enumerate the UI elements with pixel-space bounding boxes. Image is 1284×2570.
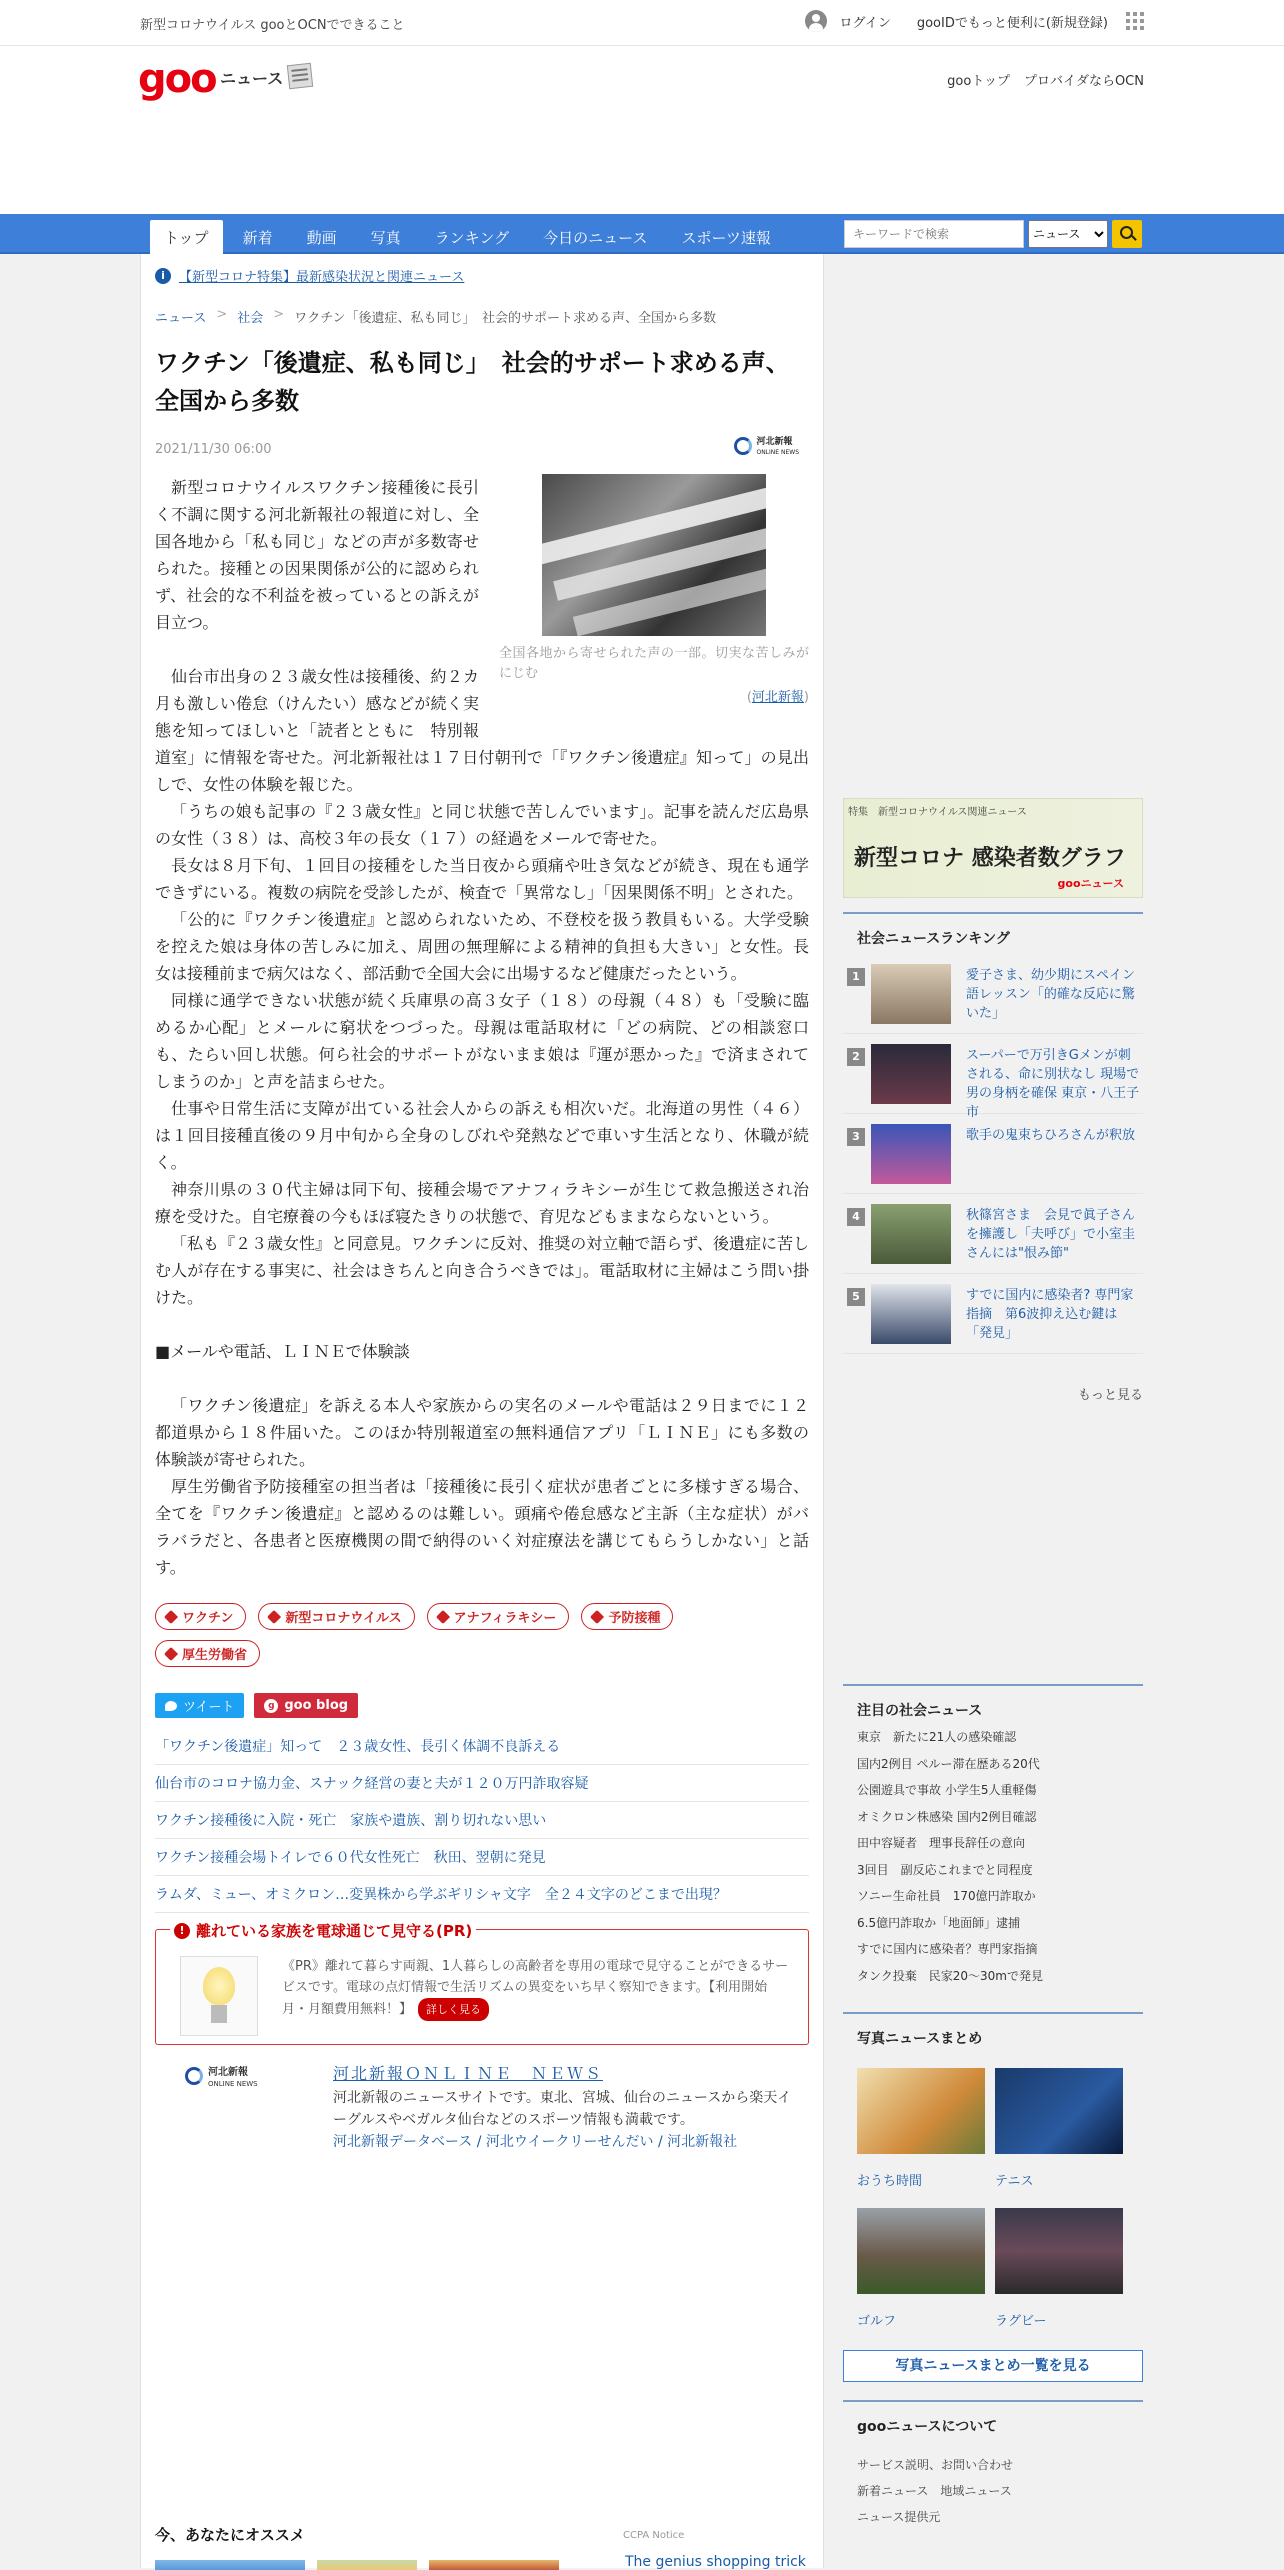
photo-caption: 全国各地から寄せられた声の一部。切実な苦しみがにじむ	[499, 646, 809, 681]
article-body	[155, 474, 809, 1581]
goo-logo[interactable]: goo	[138, 56, 216, 102]
main-nav	[0, 214, 1284, 254]
breadcrumb-news[interactable]: ニュース	[155, 311, 207, 326]
article-paragraph: 同様に通学できない状態が続く兵庫県の高３女子（１８）の母親（４８）も「受験に臨めるか心配」とメールに窮状をつづった。母親は電話取材に「どの病院、どの相談窓口も、たらい回し状態。何ら社会的サポートがないまま娘は『運が悪かった』で済まされてしまうのか」と声を詰まらせた。	[155, 991, 809, 1091]
rank-thumbnail	[871, 1044, 951, 1104]
rank-thumbnail	[871, 1124, 951, 1184]
rank-link[interactable]: 秋篠宮さま 会見で眞子さんを擁護し「夫呼び」で小室圭さんには"恨み節"	[966, 1208, 1136, 1261]
photo-credit: (河北新報)	[746, 690, 809, 705]
attention-link[interactable]: 東京 新たに21人の感染確認	[857, 1730, 1017, 1744]
article-figure	[499, 474, 809, 711]
tag-icon	[590, 1609, 604, 1623]
rank-thumbnail	[871, 964, 951, 1024]
banner-headline-1: 新型コロナ	[854, 846, 965, 871]
header-links	[947, 70, 1144, 89]
rank-link[interactable]: スーパーで万引きGメンが刺される、命に別状なし 現場で男の身柄を確保 東京・八王子市	[966, 1048, 1140, 1120]
tab-today[interactable]: 今日のニュース	[543, 229, 648, 247]
attention-link[interactable]: タンク投棄 民家20～30mで発見	[857, 1968, 1043, 1983]
ranking-item[interactable]	[843, 1114, 1143, 1194]
tag-list	[155, 1603, 755, 1667]
photo-news-image	[995, 2208, 1123, 2294]
tag-label: アナフィラキシー	[453, 1611, 557, 1626]
pr-title	[170, 1920, 476, 1941]
tag-label: 予防接種	[608, 1611, 661, 1626]
related-link[interactable]: 「ワクチン後遺症」知って ２３歳女性、長引く体調不良訴える	[155, 1739, 561, 1755]
pr-text-body: 《PR》離れて暮らす両親、1人暮らしの高齢者を専用の電球で見守ることができるサービスです。電球の点灯情報で生活リズムの異変をいち早く察知できます。【利用開始月・月額費用無料！】	[282, 1959, 789, 2017]
banner-headline	[854, 841, 1126, 872]
search-button[interactable]	[1112, 220, 1142, 248]
about-link[interactable]: サービス説明、お問い合わせ	[857, 2458, 1014, 2472]
tab-photo[interactable]: 写真	[370, 229, 401, 247]
attention-link[interactable]: 国内2例目 ペルー滞在歴ある20代	[857, 1756, 1040, 1771]
article-subheading: ■メールや電話、ＬＩＮＥで体験談	[155, 1342, 410, 1361]
breadcrumb-separator: >	[216, 307, 228, 322]
photo-news-image	[995, 2068, 1123, 2154]
tag-icon	[267, 1609, 281, 1623]
breadcrumb-current: ワクチン「後遺症、私も同じ」 社会的サポート求める声、全国から多数	[294, 311, 717, 326]
goo-blog-label: goo blog	[284, 1698, 349, 1713]
photo-news-label: おうち時間	[857, 2174, 923, 2189]
share-buttons	[155, 1693, 809, 1718]
photo-news-label: テニス	[995, 2174, 1034, 2189]
tag-label: 厚生労働省	[182, 1648, 248, 1663]
article-title: ワクチン「後遺症、私も同じ」 社会的サポート求める声、全国から多数	[155, 349, 790, 415]
article-paragraph: 「ワクチン後遺症」を訴える本人や家族からの実名のメールや電話は２９日までに１２都道県から１８件届いた。このほか特別報道室の無料通信アプリ「ＬＩＮＥ」にも多数の体験談が寄せられた。	[155, 1396, 809, 1469]
about-links	[843, 2452, 1143, 2530]
related-link[interactable]: ワクチン接種後に入院・死亡 家族や遺族、割り切れない思い	[155, 1813, 547, 1829]
tag-link[interactable]	[258, 1603, 414, 1630]
tag-link[interactable]	[155, 1603, 246, 1630]
attention-link[interactable]: ソニー生命社員 170億円詐取か	[857, 1889, 1036, 1903]
photo-news-image	[857, 2208, 985, 2294]
top-bar	[0, 0, 1284, 46]
article-paragraph: 厚生労働省予防接種室の担当者は「接種後に長引く症状が患者ごとに多様すぎる場合、全てを『ワクチン後遺症』と認めるのは難しい。頭痛や倦怠感など主訴（主な症状）がバラバラだと、各患者と医療機関の間で納得のいく対症療法を講じてもらうしかない」と話す。	[155, 1477, 809, 1577]
recommend-thumb[interactable]	[429, 2560, 559, 2570]
banner-headline-2: 感染者数グラフ	[971, 846, 1126, 871]
recommend-link[interactable]: The genius shopping trick	[625, 2554, 806, 2570]
article-paragraph: 神奈川県の３０代主婦は同下旬、接種会場でアナフィラキシーが生じて救急搬送され治療を受けた。自宅療養の今もほぼ寝たきりの状態で、育児などもままならないという。	[155, 1180, 809, 1226]
news-label: ニュース	[220, 69, 284, 88]
attention-link[interactable]: 公園遊具で事故 小学生5人重軽傷	[857, 1783, 1037, 1797]
source-logo-subtext: ONLINE NEWS	[756, 449, 799, 456]
article-paragraph: 仙台市出身の２３歳女性は接種後、約２カ月も激しい倦怠（けんたい）感などが続く実態を知ってほしいと「読者とともに 特別報道室」に情報を寄せた。河北新報社は１７日付朝刊で「『ワクチン後遺症』知って」の見出しで、女性の体験を報じた。	[155, 667, 809, 794]
search-input[interactable]	[844, 220, 1024, 248]
rank-link[interactable]: 愛子さま、幼少期にスペイン語レッスン「的確な反応に驚いた」	[966, 968, 1136, 1021]
goo-top-link[interactable]: gooトップ	[947, 74, 1010, 89]
attention-link[interactable]: 田中容疑者 理事長辞任の意向	[857, 1836, 1026, 1850]
photo-news-item[interactable]	[995, 2208, 1123, 2329]
attention-link[interactable]: オミクロン株感染 国内2例目確認	[857, 1809, 1037, 1824]
tag-link[interactable]	[155, 1640, 260, 1667]
info-icon: i	[155, 268, 171, 284]
banner-goo-logo: gooニュース	[1057, 877, 1124, 890]
tag-link[interactable]	[427, 1603, 570, 1630]
source-info	[155, 2057, 809, 2167]
source-name-link[interactable]: 河北新報ＯＮＬＩＮＥ ＮＥＷＳ	[333, 2064, 604, 2083]
covid-notice-link[interactable]: 新型コロナウイルス gooとOCNでできること	[140, 18, 405, 33]
kahoku-ring-icon	[734, 437, 752, 455]
account-area	[805, 10, 1144, 32]
kahoku-ring-icon	[185, 2067, 203, 2085]
source-logo[interactable]	[734, 434, 799, 457]
article-paragraph: 長女は８月下旬、１回目の接種をした当日夜から頭痛や吐き気などが続き、現在も通学できずにいる。複数の病院を受診したが、検査で「異常なし」「因果関係不明」とされた。	[155, 856, 809, 902]
attention-link[interactable]: すでに国内に感染者？専門家指摘	[857, 1942, 1038, 1956]
related-link[interactable]: 仙台市のコロナ協力金、スナック経営の妻と夫が１２０万円詐取容疑	[155, 1776, 589, 1792]
rank-number: 3	[847, 1128, 865, 1146]
goo-blog-button[interactable]	[254, 1693, 358, 1718]
search-scope-select[interactable]	[1028, 220, 1108, 248]
attention-title: 注目の社会ニュース	[843, 1684, 1143, 1720]
photo-news-label: ゴルフ	[857, 2314, 897, 2329]
breadcrumb-separator: >	[273, 307, 285, 322]
photo-news-item[interactable]	[857, 2068, 985, 2189]
related-link[interactable]: ラムダ、ミュー、オミクロン…変異株から学ぶギリシャ文字 全２４文字のどこまで出現？	[155, 1887, 727, 1903]
article-paragraph: 「私も『２３歳女性』と同意見。ワクチンに反対、推奨の対立軸で語らず、後遺症に苦しむ人が存在する事実に、社会はきちんと向き合うべきでは」。電話取材に主婦はこう問い掛けた。	[155, 1234, 809, 1307]
light-bulb-image	[180, 1956, 258, 2036]
register-link[interactable]: gooIDでもっと便利に(新規登録)	[916, 15, 1108, 31]
rank-thumbnail	[871, 1204, 951, 1264]
tag-icon	[436, 1609, 450, 1623]
related-articles	[155, 1728, 809, 1913]
tweet-label: ツイート	[183, 1700, 235, 1715]
recommend-thumb[interactable]	[155, 2560, 305, 2570]
ccpa-notice-link[interactable]: CCPA Notice	[623, 2530, 685, 2541]
rank-link[interactable]: 歌手の鬼束ちひろさんが釈放	[966, 1128, 1136, 1143]
source-logo-text: 河北新報	[756, 437, 793, 447]
pr-more-button[interactable]: 詳しく見る	[418, 1998, 489, 2021]
tag-label: ワクチン	[182, 1611, 234, 1626]
pr-box[interactable]	[155, 1922, 809, 2045]
source-description: 河北新報のニュースサイトです。東北、宮城、仙台のニュースから楽天イーグルスやベガルタ仙台などのスポーツ情報も満載です。	[333, 2090, 792, 2128]
article-paragraph: 「公的に『ワクチン後遺症』と認められないため、不登校を扱う教員もいる。大学受験を控えた娘は身体の苦しみに加え、周囲の無理解による精神的負担も大きい」と女性。長女は接種前まで病欠はなく、部活動で全国大会に出場するなど健康だったという。	[155, 910, 809, 983]
article-date: 2021/11/30 06:00	[155, 442, 272, 457]
rank-number: 4	[847, 1208, 865, 1226]
breadcrumb	[155, 307, 809, 326]
twitter-bird-icon	[165, 1701, 177, 1711]
pr-title-text: 離れている家族を電球通じて見守る(PR)	[196, 1922, 473, 1940]
rank-number: 1	[847, 968, 865, 986]
breadcrumb-society[interactable]: 社会	[237, 311, 264, 326]
article-meta	[155, 438, 809, 466]
login-link[interactable]: ログイン	[839, 15, 891, 31]
attention-link[interactable]: 3回目 副反応これまでと同程度	[857, 1862, 1033, 1877]
exclamation-icon: !	[174, 1923, 190, 1939]
tag-icon	[164, 1609, 178, 1623]
article-photo[interactable]	[542, 474, 766, 636]
tab-video[interactable]: 動画	[306, 229, 337, 247]
tab-sports[interactable]: スポーツ速報	[681, 229, 771, 247]
tab-new[interactable]: 新着	[242, 229, 273, 247]
tab-ranking[interactable]: ランキング	[434, 229, 510, 247]
ranking-item[interactable]	[843, 1034, 1143, 1120]
rank-thumbnail	[871, 1284, 951, 1344]
covid-special-text: 【新型コロナ特集】最新感染状況と関連ニュース	[179, 270, 465, 285]
recommend-title: 今、あなたにオススメ	[155, 2526, 305, 2544]
ranking-item[interactable]	[843, 1274, 1143, 1354]
tag-label: 新型コロナウイルス	[285, 1611, 402, 1626]
site-header	[0, 46, 1284, 214]
tab-top[interactable]: トップ	[150, 220, 223, 255]
ocn-link[interactable]: プロバイダならOCN	[1023, 74, 1144, 89]
covid-graph-banner[interactable]	[843, 798, 1143, 898]
rank-number: 5	[847, 1288, 865, 1306]
article-column	[140, 254, 824, 2568]
photo-news-label: ラグビー	[995, 2314, 1047, 2329]
photo-news-item[interactable]	[857, 2208, 985, 2329]
source-box-logo-subtext: ONLINE NEWS	[208, 2080, 258, 2088]
ranking-title: 社会ニュースランキング	[843, 912, 1143, 948]
newspaper-icon	[287, 63, 313, 89]
article-paragraph: 新型コロナウイルスワクチン接種後に長引く不調に関する河北新報社の報道に対し、全国各地から「私も同じ」などの声が多数寄せられた。接種との因果関係が公的に認められず、社会的な不利益を被っているとの訴えが目立つ。	[155, 478, 479, 632]
photo-credit-link[interactable]: 河北新報	[751, 690, 804, 705]
about-title: gooニュースについて	[843, 2400, 1143, 2436]
photo-news-item[interactable]	[995, 2068, 1123, 2189]
photo-news-title: 写真ニュースまとめ	[843, 2012, 1143, 2048]
apps-grid-icon[interactable]	[1126, 12, 1144, 30]
attention-list	[843, 1724, 1143, 1989]
recommend-thumbnails	[155, 2560, 559, 2570]
tag-link[interactable]	[581, 1603, 673, 1630]
photo-news-image	[857, 2068, 985, 2154]
tweet-button[interactable]	[155, 1693, 244, 1718]
article-paragraph: 仕事や日常生活に支障が出ている社会人からの訴えも相次いだ。北海道の男性（４６）は１回目接種直後の９月中旬から全身のしびれや発熱などで車いす生活となり、休職が続く。	[155, 1099, 809, 1172]
source-links[interactable]: 河北新報データベース / 河北ウイークリーせんだい / 河北新報社	[333, 2134, 738, 2150]
pr-text	[282, 1956, 792, 2021]
goo-blog-icon: g	[264, 1699, 278, 1713]
rank-link[interactable]: すでに国内に感染者? 専門家指摘 第6波抑え込む鍵は「発見」	[966, 1288, 1134, 1341]
rank-number: 2	[847, 1048, 865, 1066]
user-icon	[805, 10, 827, 32]
banner-small-text: 特集 新型コロナウイルス関連ニュース	[848, 807, 1027, 818]
about-link[interactable]: 新着ニュース 地域ニュース	[857, 2484, 1012, 2498]
search-area	[844, 220, 1142, 248]
ranking-item[interactable]	[843, 1194, 1143, 1274]
source-box-logo-text: 河北新報	[208, 2067, 248, 2078]
attention-link[interactable]: 6.5億円詐取か「地面師」逮捕	[857, 1915, 1021, 1930]
source-box-logo[interactable]	[185, 2063, 258, 2089]
ranking-item[interactable]	[843, 954, 1143, 1034]
related-link[interactable]: ワクチン接種会場トイレで６０代女性死亡 秋田、翌朝に発見	[155, 1850, 546, 1866]
article-paragraph: 「うちの娘も記事の『２３歳女性』と同じ状態で苦しんでいます」。記事を読んだ広島県の女性（３８）は、高校３年の長女（１７）の経過をメールで寄せた。	[155, 802, 809, 848]
photo-news-list-button[interactable]: 写真ニュースまとめ一覧を見る	[843, 2350, 1143, 2382]
about-link[interactable]: ニュース提供元	[857, 2510, 941, 2524]
tag-icon	[164, 1646, 178, 1660]
covid-special-link[interactable]	[155, 266, 809, 285]
recommend-thumb[interactable]	[317, 2560, 417, 2570]
ranking-more-link[interactable]: もっと見る	[1077, 1388, 1143, 1403]
ranking-list	[843, 954, 1143, 1354]
